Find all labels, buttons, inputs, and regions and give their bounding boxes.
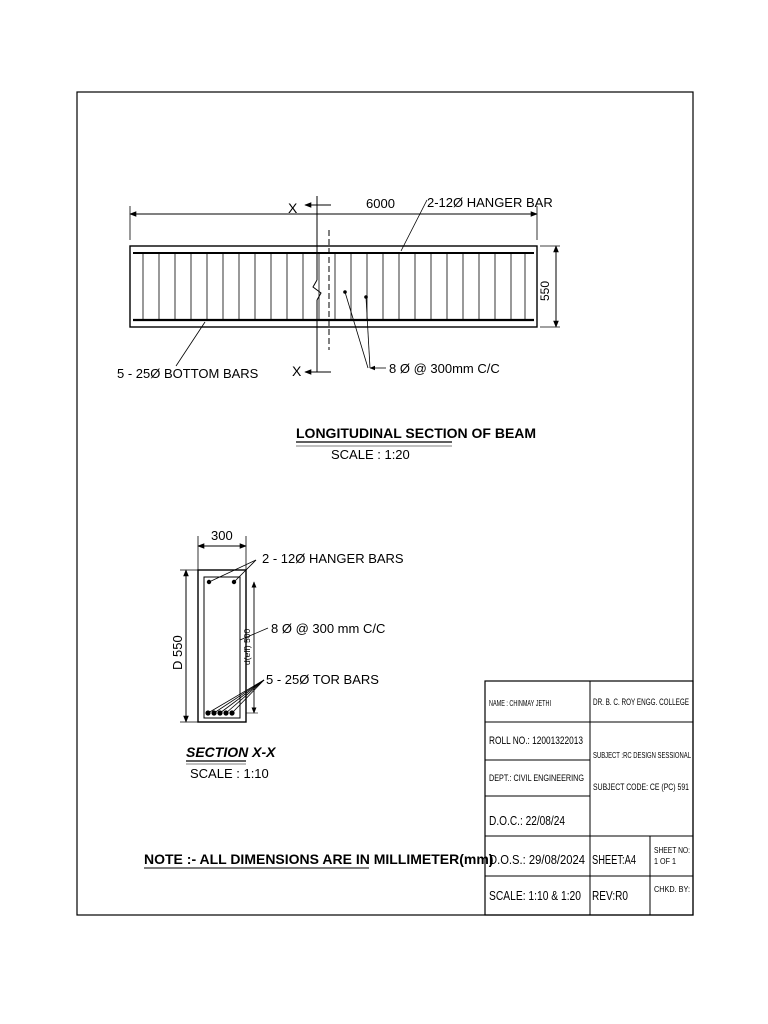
- checked-by: CHKD. BY:: [654, 884, 690, 894]
- tor-bars-label: 5 - 25Ø TOR BARS: [266, 672, 379, 687]
- longitudinal-section: [117, 195, 560, 462]
- sheet-number-value: 1 OF 1: [654, 856, 677, 866]
- hanger-bars-label: 2 - 12Ø HANGER BARS: [262, 551, 404, 566]
- stirrup-label: 8 Ø @ 300mm C/C: [389, 361, 500, 376]
- stirrup-label: 8 Ø @ 300 mm C/C: [271, 621, 386, 636]
- section-cut-line: [305, 196, 331, 372]
- dimensions-note: NOTE :- ALL DIMENSIONS ARE IN MILLIMETER(mm): [144, 851, 494, 867]
- department: DEPT.: CIVIL ENGINEERING: [489, 773, 584, 783]
- section-mark-bottom: X: [292, 363, 302, 379]
- cross-section: [170, 528, 404, 781]
- subject-name: SUBJECT :RC DESIGN SESSIONAL: [593, 751, 692, 760]
- cross-section-title: SECTION X-X: [186, 744, 276, 760]
- longitudinal-title: LONGITUDINAL SECTION OF BEAM: [296, 425, 537, 441]
- depth-label: 550: [538, 280, 552, 301]
- date-of-completion: D.O.C.: 22/08/24: [489, 813, 565, 828]
- section-mark-top: X: [288, 200, 298, 216]
- hanger-bar-label: 2-12Ø HANGER BAR: [427, 195, 553, 210]
- college-name: DR. B. C. ROY ENGG. COLLEGE: [593, 697, 689, 707]
- effective-depth-label: d(eff) 500: [242, 628, 252, 665]
- cross-section-scale: SCALE : 1:10: [190, 766, 269, 781]
- stirrups: [143, 253, 525, 320]
- roll-number: ROLL NO.: 12001322013: [489, 735, 583, 747]
- depth-label: D 550: [170, 635, 185, 670]
- date-of-submission: D.O.S.: 29/08/2024: [489, 852, 585, 867]
- stirrup-outline: [204, 577, 240, 718]
- bottom-bars-label: 5 - 25Ø BOTTOM BARS: [117, 366, 259, 381]
- span-label: 6000: [366, 196, 395, 211]
- sheet-size: SHEET:A4: [592, 852, 636, 867]
- sheet-number-label: SHEET NO:: [654, 845, 690, 855]
- width-label: 300: [211, 528, 233, 543]
- student-name: NAME : CHINMAY JETHI: [489, 699, 551, 708]
- revision: REV:R0: [592, 888, 628, 903]
- drawing-scale: SCALE: 1:10 & 1:20: [489, 888, 581, 903]
- title-block: [485, 681, 693, 915]
- subject-code: SUBJECT CODE: CE (PC) 591: [593, 782, 689, 792]
- longitudinal-scale: SCALE : 1:20: [331, 447, 410, 462]
